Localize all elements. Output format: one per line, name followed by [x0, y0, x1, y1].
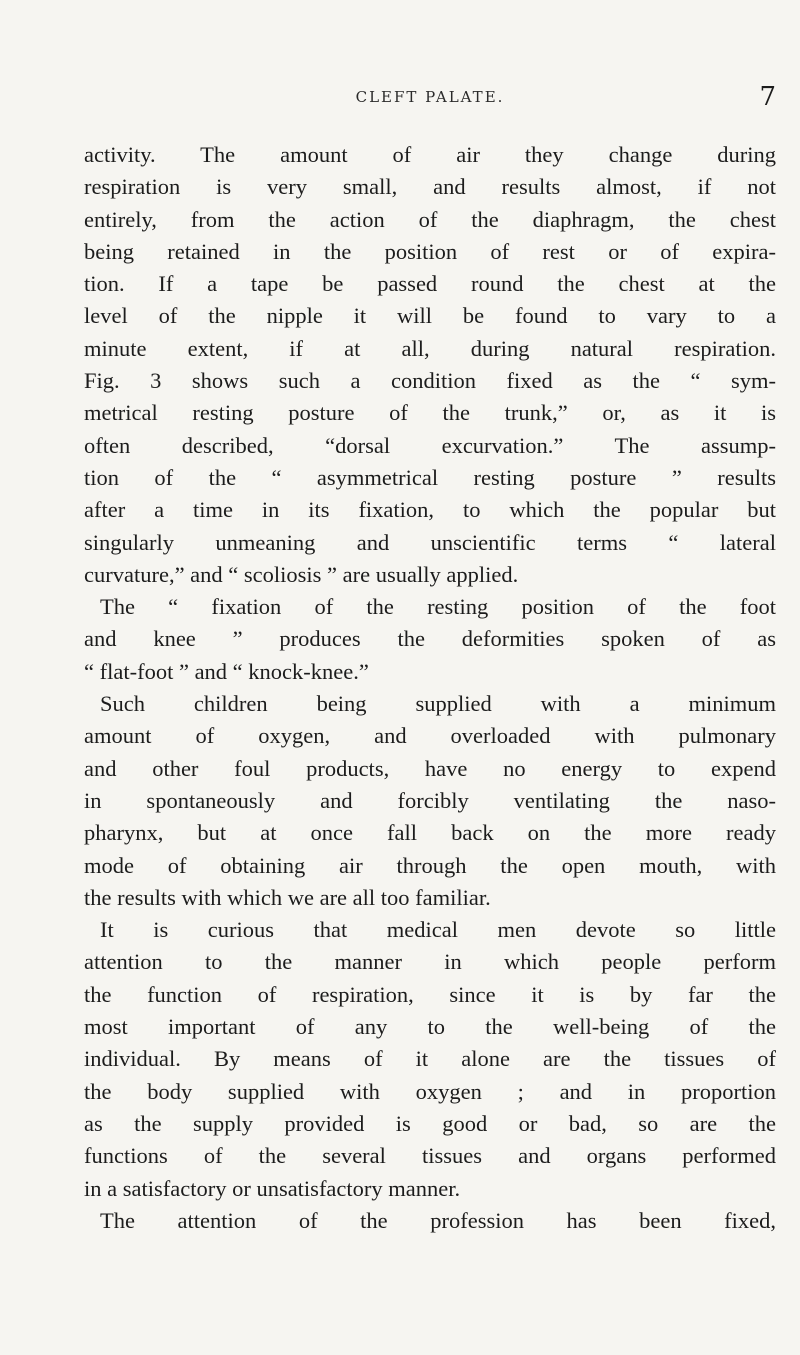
text-line: metrical resting posture of the trunk,” or, as it is: [84, 400, 776, 426]
text-line: singularly unmeaning and unscientific terms “ lateral: [84, 529, 776, 555]
text-line: tion of the “ asymmetrical resting posture ” results: [84, 464, 776, 490]
text-line: amount of oxygen, and overloaded with pulmonary: [84, 723, 776, 749]
text-line: entirely, from the action of the diaphragm, the chest: [84, 206, 776, 232]
text-line: the body supplied with oxygen ; and in proportion: [84, 1078, 776, 1104]
text-line: after a time in its fixation, to which the popular but: [84, 497, 776, 523]
text-line: and knee ” produces the deformities spoken of as: [84, 626, 776, 652]
body-text: [84, 139, 776, 1237]
text-line: respiration is very small, and results almost, if not: [84, 174, 776, 200]
text-line: tion. If a tape be passed round the chest at the: [84, 271, 776, 297]
text-line: in spontaneously and forcibly ventilating the naso-: [84, 787, 776, 813]
text-line: It is curious that medical men devote so little: [100, 917, 776, 943]
text-line: being retained in the position of rest or of expira-: [84, 238, 776, 264]
text-line: The “ fixation of the resting position of the foot: [100, 594, 776, 620]
text-line: level of the nipple it will be found to vary to a: [84, 303, 776, 329]
text-line: most important of any to the well-being of the: [84, 1014, 776, 1040]
text-line: and other foul products, have no energy to expend: [84, 755, 776, 781]
text-line: “ flat-foot ” and “ knock-knee.”: [84, 658, 369, 684]
text-line: mode of obtaining air through the open mouth, with: [84, 852, 776, 878]
text-line: the function of respiration, since it is by far the: [84, 981, 776, 1007]
text-line: the results with which we are all too familiar.: [84, 884, 491, 910]
text-line: pharynx, but at once fall back on the more ready: [84, 820, 776, 846]
running-title: CLEFT PALATE.: [355, 88, 505, 106]
page-number: 7: [759, 82, 776, 112]
text-line: The attention of the profession has been fixed,: [100, 1207, 776, 1233]
text-line: functions of the several tissues and organs performed: [84, 1143, 776, 1169]
running-head: [84, 82, 776, 116]
text-line: Such children being supplied with a minimum: [100, 691, 776, 717]
text-line: often described, “dorsal excurvation.” The assump-: [84, 432, 776, 458]
text-line: individual. By means of it alone are the tissues of: [84, 1046, 776, 1072]
text-line: activity. The amount of air they change during: [84, 142, 776, 167]
text-line: in a satisfactory or unsatisfactory manner.: [84, 1175, 461, 1201]
text-line: attention to the manner in which people perform: [84, 949, 776, 975]
text-line: as the supply provided is good or bad, so are the: [84, 1110, 776, 1136]
text-line: curvature,” and “ scoliosis ” are usually applied.: [84, 561, 519, 587]
text-line: minute extent, if at all, during natural respiration.: [84, 335, 776, 361]
text-line: Fig. 3 shows such a condition fixed as the “ sym-: [84, 368, 776, 394]
